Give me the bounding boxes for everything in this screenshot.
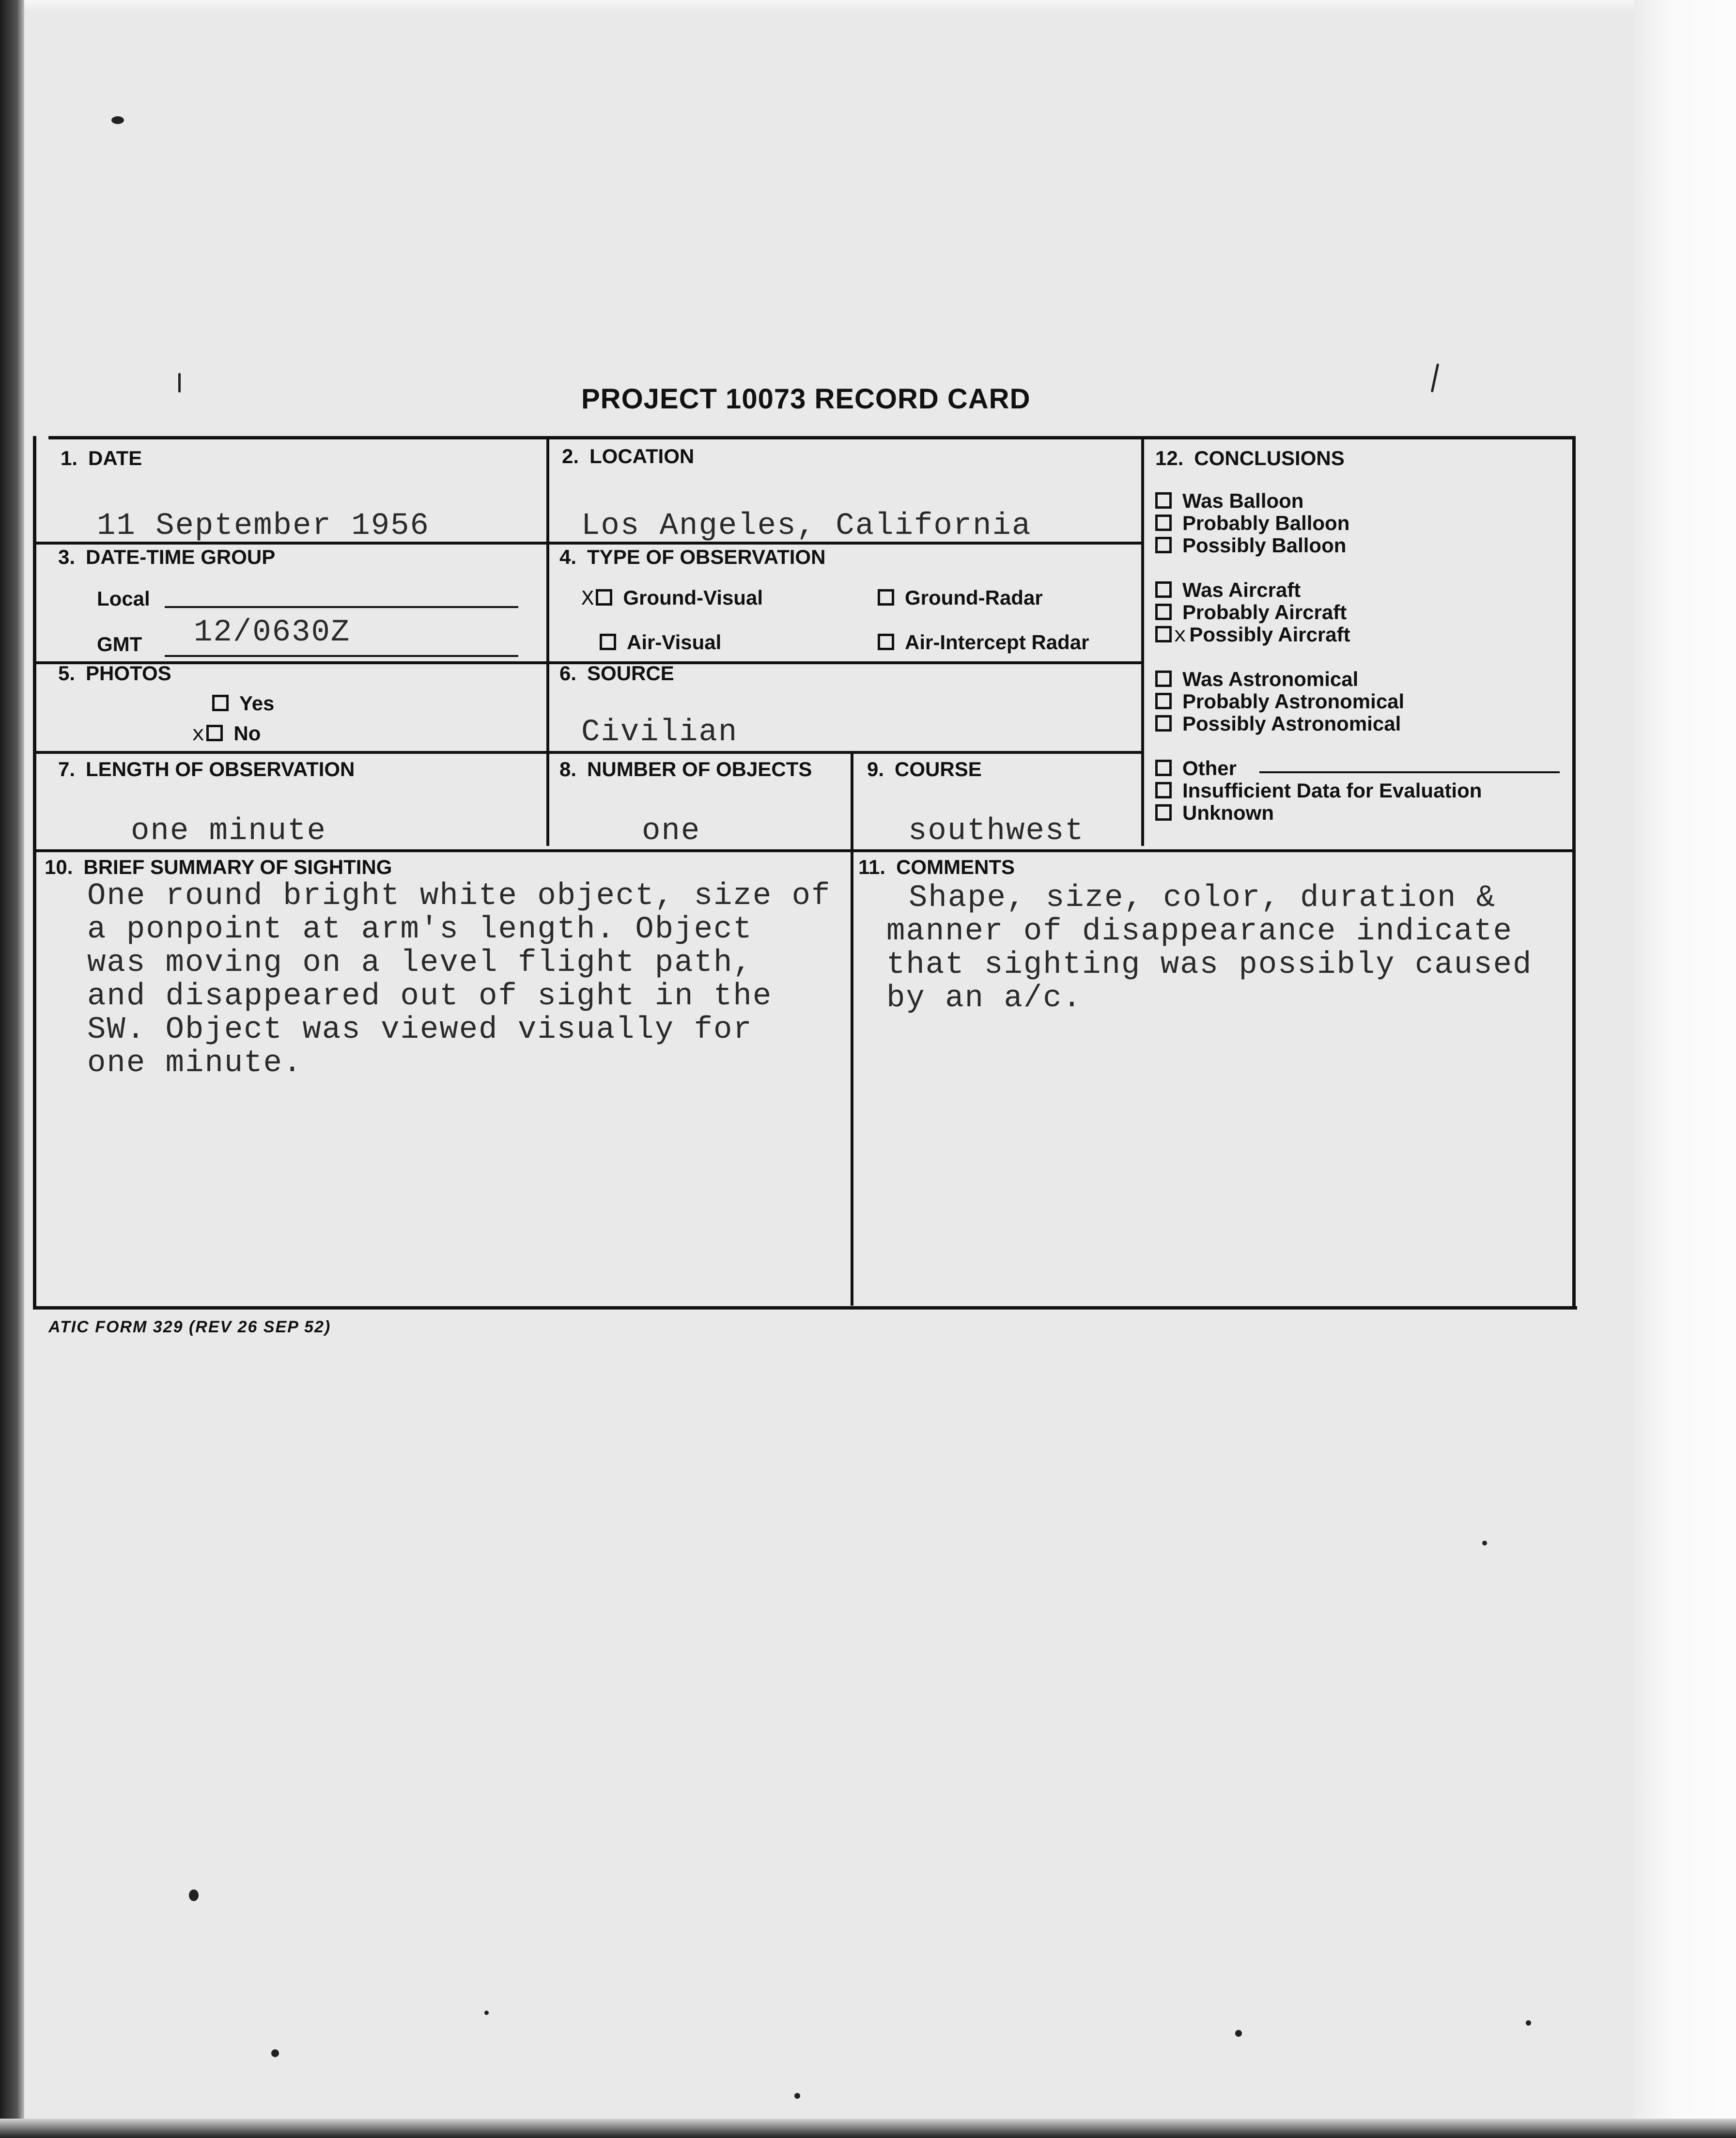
conclusions-label: 12. CONCLUSIONS (1155, 447, 1345, 469)
check-mark: x (1174, 624, 1187, 648)
comments-line: Shape, size, color, duration & (909, 881, 1496, 916)
film-top-edge (0, 0, 1736, 15)
film-left-edge (0, 0, 24, 2138)
checkbox-icon (1155, 537, 1172, 553)
length-value: one minute (131, 814, 327, 849)
option-possibly-astronomical[interactable]: Possibly Astronomical (1155, 712, 1401, 735)
comments-line: by an a/c. (886, 981, 1083, 1016)
frame-left (33, 436, 36, 1308)
film-speck (794, 2093, 800, 2099)
film-speck (178, 373, 181, 392)
checkbox-icon (878, 589, 894, 606)
course-label: 9. COURSE (867, 758, 982, 780)
film-speck (111, 116, 124, 124)
comments-line: manner of disappearance indicate (886, 914, 1513, 949)
check-mark: x (192, 723, 205, 747)
divider-row-4 (35, 849, 1575, 852)
option-was-aircraft[interactable]: Was Aircraft (1155, 578, 1301, 602)
checkbox-icon (1155, 760, 1172, 776)
option-probably-balloon[interactable]: Probably Balloon (1155, 512, 1349, 535)
divider-vertical-3 (851, 753, 853, 1306)
objects-label: 8. NUMBER OF OBJECTS (559, 758, 812, 780)
summary-label: 10. BRIEF SUMMARY OF SIGHTING (45, 856, 392, 878)
summary-line: SW. Object was viewed visually for (87, 1013, 753, 1047)
option-insufficient-data[interactable]: Insufficient Data for Evaluation (1155, 779, 1482, 802)
dtg-gmt-value: 12/0630Z (194, 615, 351, 650)
checkbox-icon (1155, 693, 1172, 709)
checkbox-icon (1155, 604, 1172, 620)
comments-text (886, 882, 1532, 1015)
objects-value: one (642, 814, 701, 849)
length-label: 7. LENGTH OF OBSERVATION (58, 758, 355, 780)
option-unknown[interactable]: Unknown (1155, 801, 1274, 825)
checkbox-icon (212, 695, 229, 711)
checkbox-icon (596, 589, 612, 606)
divider-row-3 (35, 751, 1143, 754)
option-air-visual[interactable]: Air-Visual (600, 631, 721, 654)
check-mark: X (581, 587, 594, 611)
card-title: PROJECT 10073 RECORD CARD (581, 383, 1031, 415)
form-id: ATIC FORM 329 (REV 26 SEP 52) (48, 1318, 331, 1336)
checkbox-icon (1155, 715, 1172, 732)
film-speck (1431, 363, 1439, 392)
checkbox-icon (1155, 782, 1172, 798)
course-value: southwest (908, 814, 1085, 849)
summary-line: One round bright white object, size of (87, 879, 831, 914)
location-label: 2. LOCATION (562, 445, 695, 468)
option-ground-visual[interactable]: X Ground-Visual (581, 586, 763, 611)
checkbox-icon (1155, 626, 1172, 642)
gmt-underline (165, 655, 518, 657)
option-probably-astronomical[interactable]: Probably Astronomical (1155, 690, 1404, 713)
date-label: 1. DATE (61, 447, 142, 469)
comments-label: 11. COMMENTS (858, 856, 1015, 878)
summary-line: and disappeared out of sight in the (87, 979, 773, 1014)
film-speck (484, 2011, 489, 2015)
checkbox-icon (1155, 804, 1172, 821)
option-air-intercept-radar[interactable]: Air-Intercept Radar (878, 631, 1089, 654)
checkbox-icon (1155, 671, 1172, 687)
option-probably-aircraft[interactable]: Probably Aircraft (1155, 601, 1347, 624)
option-was-balloon[interactable]: Was Balloon (1155, 489, 1303, 513)
checkbox-icon (1155, 581, 1172, 598)
summary-text (87, 880, 831, 1080)
option-ground-radar[interactable]: Ground-Radar (878, 586, 1043, 609)
frame-right (1572, 436, 1576, 1308)
dtg-label: 3. DATE-TIME GROUP (58, 546, 276, 568)
source-label: 6. SOURCE (559, 662, 674, 685)
summary-line: one minute. (87, 1046, 303, 1081)
option-possibly-aircraft[interactable]: x Possibly Aircraft (1155, 623, 1350, 648)
film-speck (271, 2049, 279, 2057)
other-underline (1259, 771, 1560, 773)
date-value: 11 September 1956 (97, 509, 430, 544)
option-other[interactable]: Other (1155, 757, 1237, 780)
frame-bottom (33, 1306, 1577, 1310)
option-photos-no[interactable]: x No (192, 722, 261, 747)
checkbox-icon (206, 725, 223, 741)
frame-top (48, 436, 1575, 439)
option-photos-yes[interactable]: Yes (212, 692, 274, 715)
dtg-local-label: Local (97, 587, 150, 610)
dtg-gmt-label: GMT (97, 633, 142, 655)
option-possibly-balloon[interactable]: Possibly Balloon (1155, 534, 1346, 557)
film-speck (1482, 1541, 1487, 1545)
film-speck (189, 1889, 199, 1901)
option-was-astronomical[interactable]: Was Astronomical (1155, 668, 1358, 691)
divider-vertical-2 (1141, 439, 1144, 846)
checkbox-icon (1155, 515, 1172, 531)
film-bottom-edge (0, 2119, 1736, 2138)
checkbox-icon (1155, 492, 1172, 509)
photos-label: 5. PHOTOS (58, 662, 171, 685)
location-value: Los Angeles, California (581, 509, 1032, 544)
film-speck (1235, 2030, 1242, 2037)
comments-line: that sighting was possibly caused (886, 948, 1533, 983)
source-value: Civilian (581, 715, 738, 750)
observation-type-label: 4. TYPE OF OBSERVATION (559, 546, 826, 568)
summary-line: was moving on a level flight path, (87, 946, 753, 981)
checkbox-icon (878, 634, 894, 650)
film-right-edge (1634, 0, 1736, 2138)
checkbox-icon (600, 634, 616, 650)
local-underline (165, 606, 518, 608)
summary-line: a ponpoint at arm's length. Object (87, 912, 753, 947)
film-speck (1526, 2020, 1531, 2026)
divider-vertical-1 (546, 439, 549, 846)
